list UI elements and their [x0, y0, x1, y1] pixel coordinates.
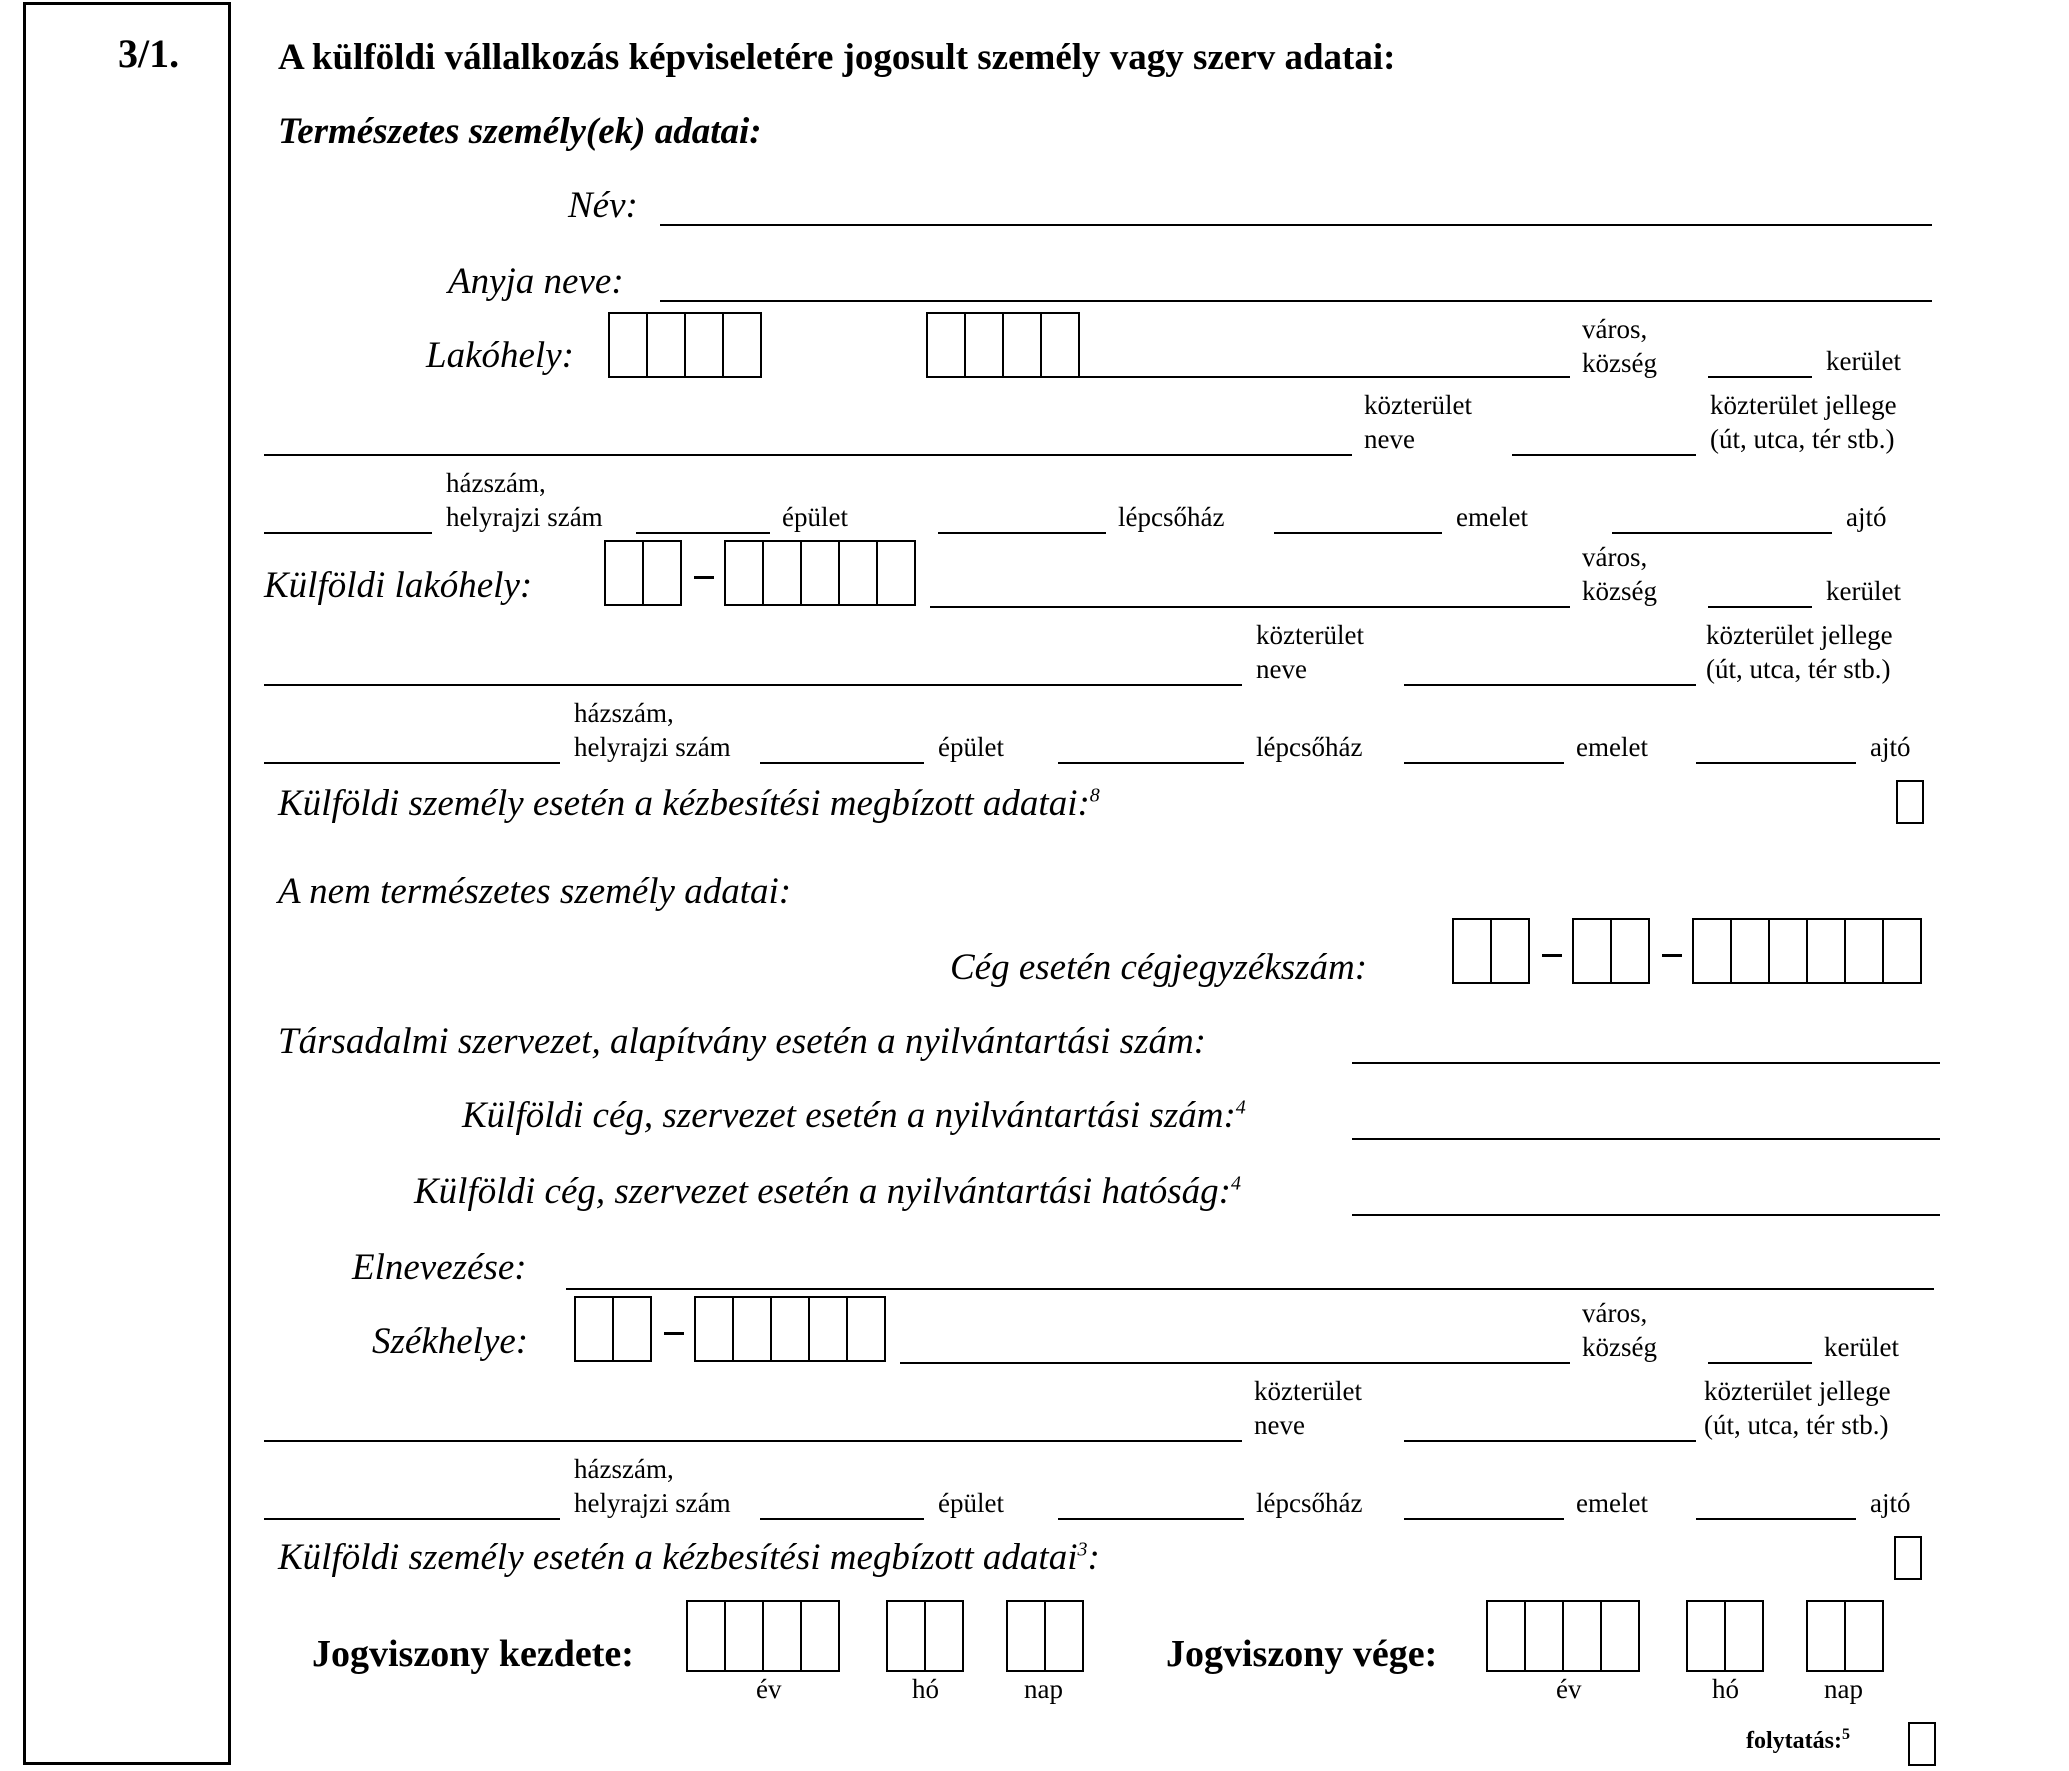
residence-door-label: ajtó: [1846, 502, 1887, 532]
mother-name-label: Anyja neve:: [448, 261, 624, 302]
continuation-label: folytatás:$^5$: [1746, 1726, 1850, 1754]
seat-district-label: kerület: [1824, 1332, 1899, 1362]
seat-street-field[interactable]: [264, 1440, 1242, 1442]
residence-settlement-code-boxes[interactable]: [926, 312, 1080, 378]
section-number: 3/1.: [118, 31, 180, 76]
seat-floor-label: emelet: [1576, 1488, 1648, 1518]
start-month-label: hó: [912, 1674, 939, 1704]
foreign-residence-country-boxes[interactable]: [604, 540, 682, 606]
company-registration-dash-1: [1542, 954, 1562, 957]
start-day-label: nap: [1024, 1674, 1063, 1704]
residence-street-type-field[interactable]: [1512, 454, 1696, 456]
section-title: A külföldi vállalkozás képviseletére jogosult személy vagy szerv adatai:: [278, 37, 1396, 78]
foreign-residence-staircase-field[interactable]: [1058, 762, 1244, 764]
relationship-end-label: Jogviszony vége:: [1166, 1633, 1438, 1675]
end-month-boxes[interactable]: [1686, 1600, 1764, 1672]
start-day-boxes[interactable]: [1006, 1600, 1084, 1672]
residence-label: Lakóhely:: [426, 335, 574, 376]
start-year-boxes[interactable]: [686, 1600, 840, 1672]
residence-street-field[interactable]: [264, 454, 1352, 456]
seat-door-field[interactable]: [1696, 1518, 1856, 1520]
foreign-residence-dash: [694, 576, 714, 579]
seat-street-label: közterület neve: [1254, 1376, 1362, 1440]
delivery-agent-checkbox-2[interactable]: [1894, 1536, 1922, 1580]
start-month-boxes[interactable]: [886, 1600, 964, 1672]
delivery-agent-checkbox[interactable]: [1896, 780, 1924, 824]
mother-name-field[interactable]: [660, 300, 1932, 302]
foreign-residence-street-type-field[interactable]: [1404, 684, 1696, 686]
end-year-label: év: [1556, 1674, 1582, 1704]
company-registration-number-boxes[interactable]: [1692, 918, 1922, 984]
foreign-residence-city-field[interactable]: [930, 606, 1570, 608]
designation-field[interactable]: [566, 1288, 1934, 1290]
foreign-residence-building-label: épület: [938, 732, 1004, 762]
foreign-residence-district-field[interactable]: [1708, 606, 1812, 608]
residence-district-field[interactable]: [1708, 376, 1812, 378]
foreign-residence-door-label: ajtó: [1870, 732, 1911, 762]
foreign-residence-house-number-field[interactable]: [264, 762, 560, 764]
residence-staircase-label: lépcsőház: [1118, 502, 1225, 532]
company-registration-dash-2: [1662, 954, 1682, 957]
company-registration-form-boxes[interactable]: [1572, 918, 1650, 984]
residence-city-field[interactable]: [926, 376, 1570, 378]
section-number-frame: [23, 2, 231, 1765]
residence-street-type-label: közterület jellege (út, utca, tér stb.): [1710, 390, 1897, 454]
seat-staircase-field[interactable]: [1058, 1518, 1244, 1520]
residence-house-number-field[interactable]: [264, 532, 432, 534]
seat-label: Székhelye:: [372, 1321, 529, 1362]
foreign-residence-door-field[interactable]: [1696, 762, 1856, 764]
seat-house-number-field[interactable]: [264, 1518, 560, 1520]
end-year-boxes[interactable]: [1486, 1600, 1640, 1672]
end-day-label: nap: [1824, 1674, 1863, 1704]
seat-district-field[interactable]: [1708, 1362, 1812, 1364]
seat-floor-field[interactable]: [1404, 1518, 1564, 1520]
foreign-residence-staircase-label: lépcsőház: [1256, 732, 1363, 762]
end-month-label: hó: [1712, 1674, 1739, 1704]
seat-dash: [664, 1332, 684, 1335]
residence-postcode-boxes[interactable]: [608, 312, 762, 378]
foreign-residence-district-label: kerület: [1826, 576, 1901, 606]
foreign-registration-number-field[interactable]: [1352, 1138, 1940, 1140]
residence-floor-label: emelet: [1456, 502, 1528, 532]
end-day-boxes[interactable]: [1806, 1600, 1884, 1672]
social-org-label: Társadalmi szervezet, alapítvány esetén a nyilvántartási szám:: [278, 1021, 1206, 1062]
residence-street-label: közterület neve: [1364, 390, 1472, 454]
residence-house-number-label: házszám, helyrajzi szám: [446, 468, 603, 532]
non-natural-person-heading: A nem természetes személy adatai:: [278, 871, 792, 912]
seat-postcode-boxes[interactable]: [694, 1296, 886, 1362]
residence-floor-field[interactable]: [1274, 532, 1442, 534]
seat-street-type-field[interactable]: [1404, 1440, 1696, 1442]
foreign-residence-house-number-label: házszám, helyrajzi szám: [574, 698, 731, 762]
residence-building-label: épület: [782, 502, 848, 532]
seat-house-number-label: házszám, helyrajzi szám: [574, 1454, 731, 1518]
residence-building-field[interactable]: [636, 532, 770, 534]
foreign-authority-label: Külföldi cég, szervezet esetén a nyilvántartási hatóság:$^4$: [414, 1171, 1241, 1212]
seat-city-field[interactable]: [900, 1362, 1570, 1364]
foreign-residence-street-field[interactable]: [264, 684, 1242, 686]
seat-building-label: épület: [938, 1488, 1004, 1518]
foreign-residence-postcode-boxes[interactable]: [724, 540, 916, 606]
continuation-checkbox[interactable]: [1908, 1722, 1936, 1766]
seat-door-label: ajtó: [1870, 1488, 1911, 1518]
seat-country-boxes[interactable]: [574, 1296, 652, 1362]
social-org-number-field[interactable]: [1352, 1062, 1940, 1064]
natural-person-heading: Természetes személy(ek) adatai:: [278, 111, 762, 152]
foreign-residence-street-label: közterület neve: [1256, 620, 1364, 684]
foreign-residence-floor-label: emelet: [1576, 732, 1648, 762]
seat-staircase-label: lépcsőház: [1256, 1488, 1363, 1518]
delivery-agent-label-2: Külföldi személy esetén a kézbesítési megbízott adatai$^3$:: [278, 1537, 1100, 1578]
delivery-agent-label: Külföldi személy esetén a kézbesítési megbízott adatai:$^8$: [278, 783, 1100, 824]
residence-city-label: város, község: [1582, 314, 1657, 378]
foreign-residence-city-label: város, község: [1582, 542, 1657, 606]
company-registration-court-boxes[interactable]: [1452, 918, 1530, 984]
foreign-authority-field[interactable]: [1352, 1214, 1940, 1216]
seat-street-type-label: közterület jellege (út, utca, tér stb.): [1704, 1376, 1891, 1440]
foreign-residence-street-type-label: közterület jellege (út, utca, tér stb.): [1706, 620, 1893, 684]
residence-door-field[interactable]: [1612, 532, 1832, 534]
foreign-registration-number-label: Külföldi cég, szervezet esetén a nyilvántartási szám:$^4$: [462, 1095, 1246, 1136]
foreign-residence-label: Külföldi lakóhely:: [264, 565, 533, 606]
name-field[interactable]: [660, 224, 1932, 226]
start-year-label: év: [756, 1674, 782, 1704]
seat-city-label: város, község: [1582, 1298, 1657, 1362]
company-registration-label: Cég esetén cégjegyzékszám:: [950, 947, 1368, 988]
designation-label: Elnevezése:: [352, 1247, 527, 1288]
seat-building-field[interactable]: [760, 1518, 924, 1520]
foreign-residence-floor-field[interactable]: [1404, 762, 1564, 764]
residence-staircase-field[interactable]: [938, 532, 1106, 534]
relationship-start-label: Jogviszony kezdete:: [312, 1633, 634, 1675]
foreign-residence-building-field[interactable]: [760, 762, 924, 764]
residence-district-label: kerület: [1826, 346, 1901, 376]
name-label: Név:: [568, 185, 638, 226]
